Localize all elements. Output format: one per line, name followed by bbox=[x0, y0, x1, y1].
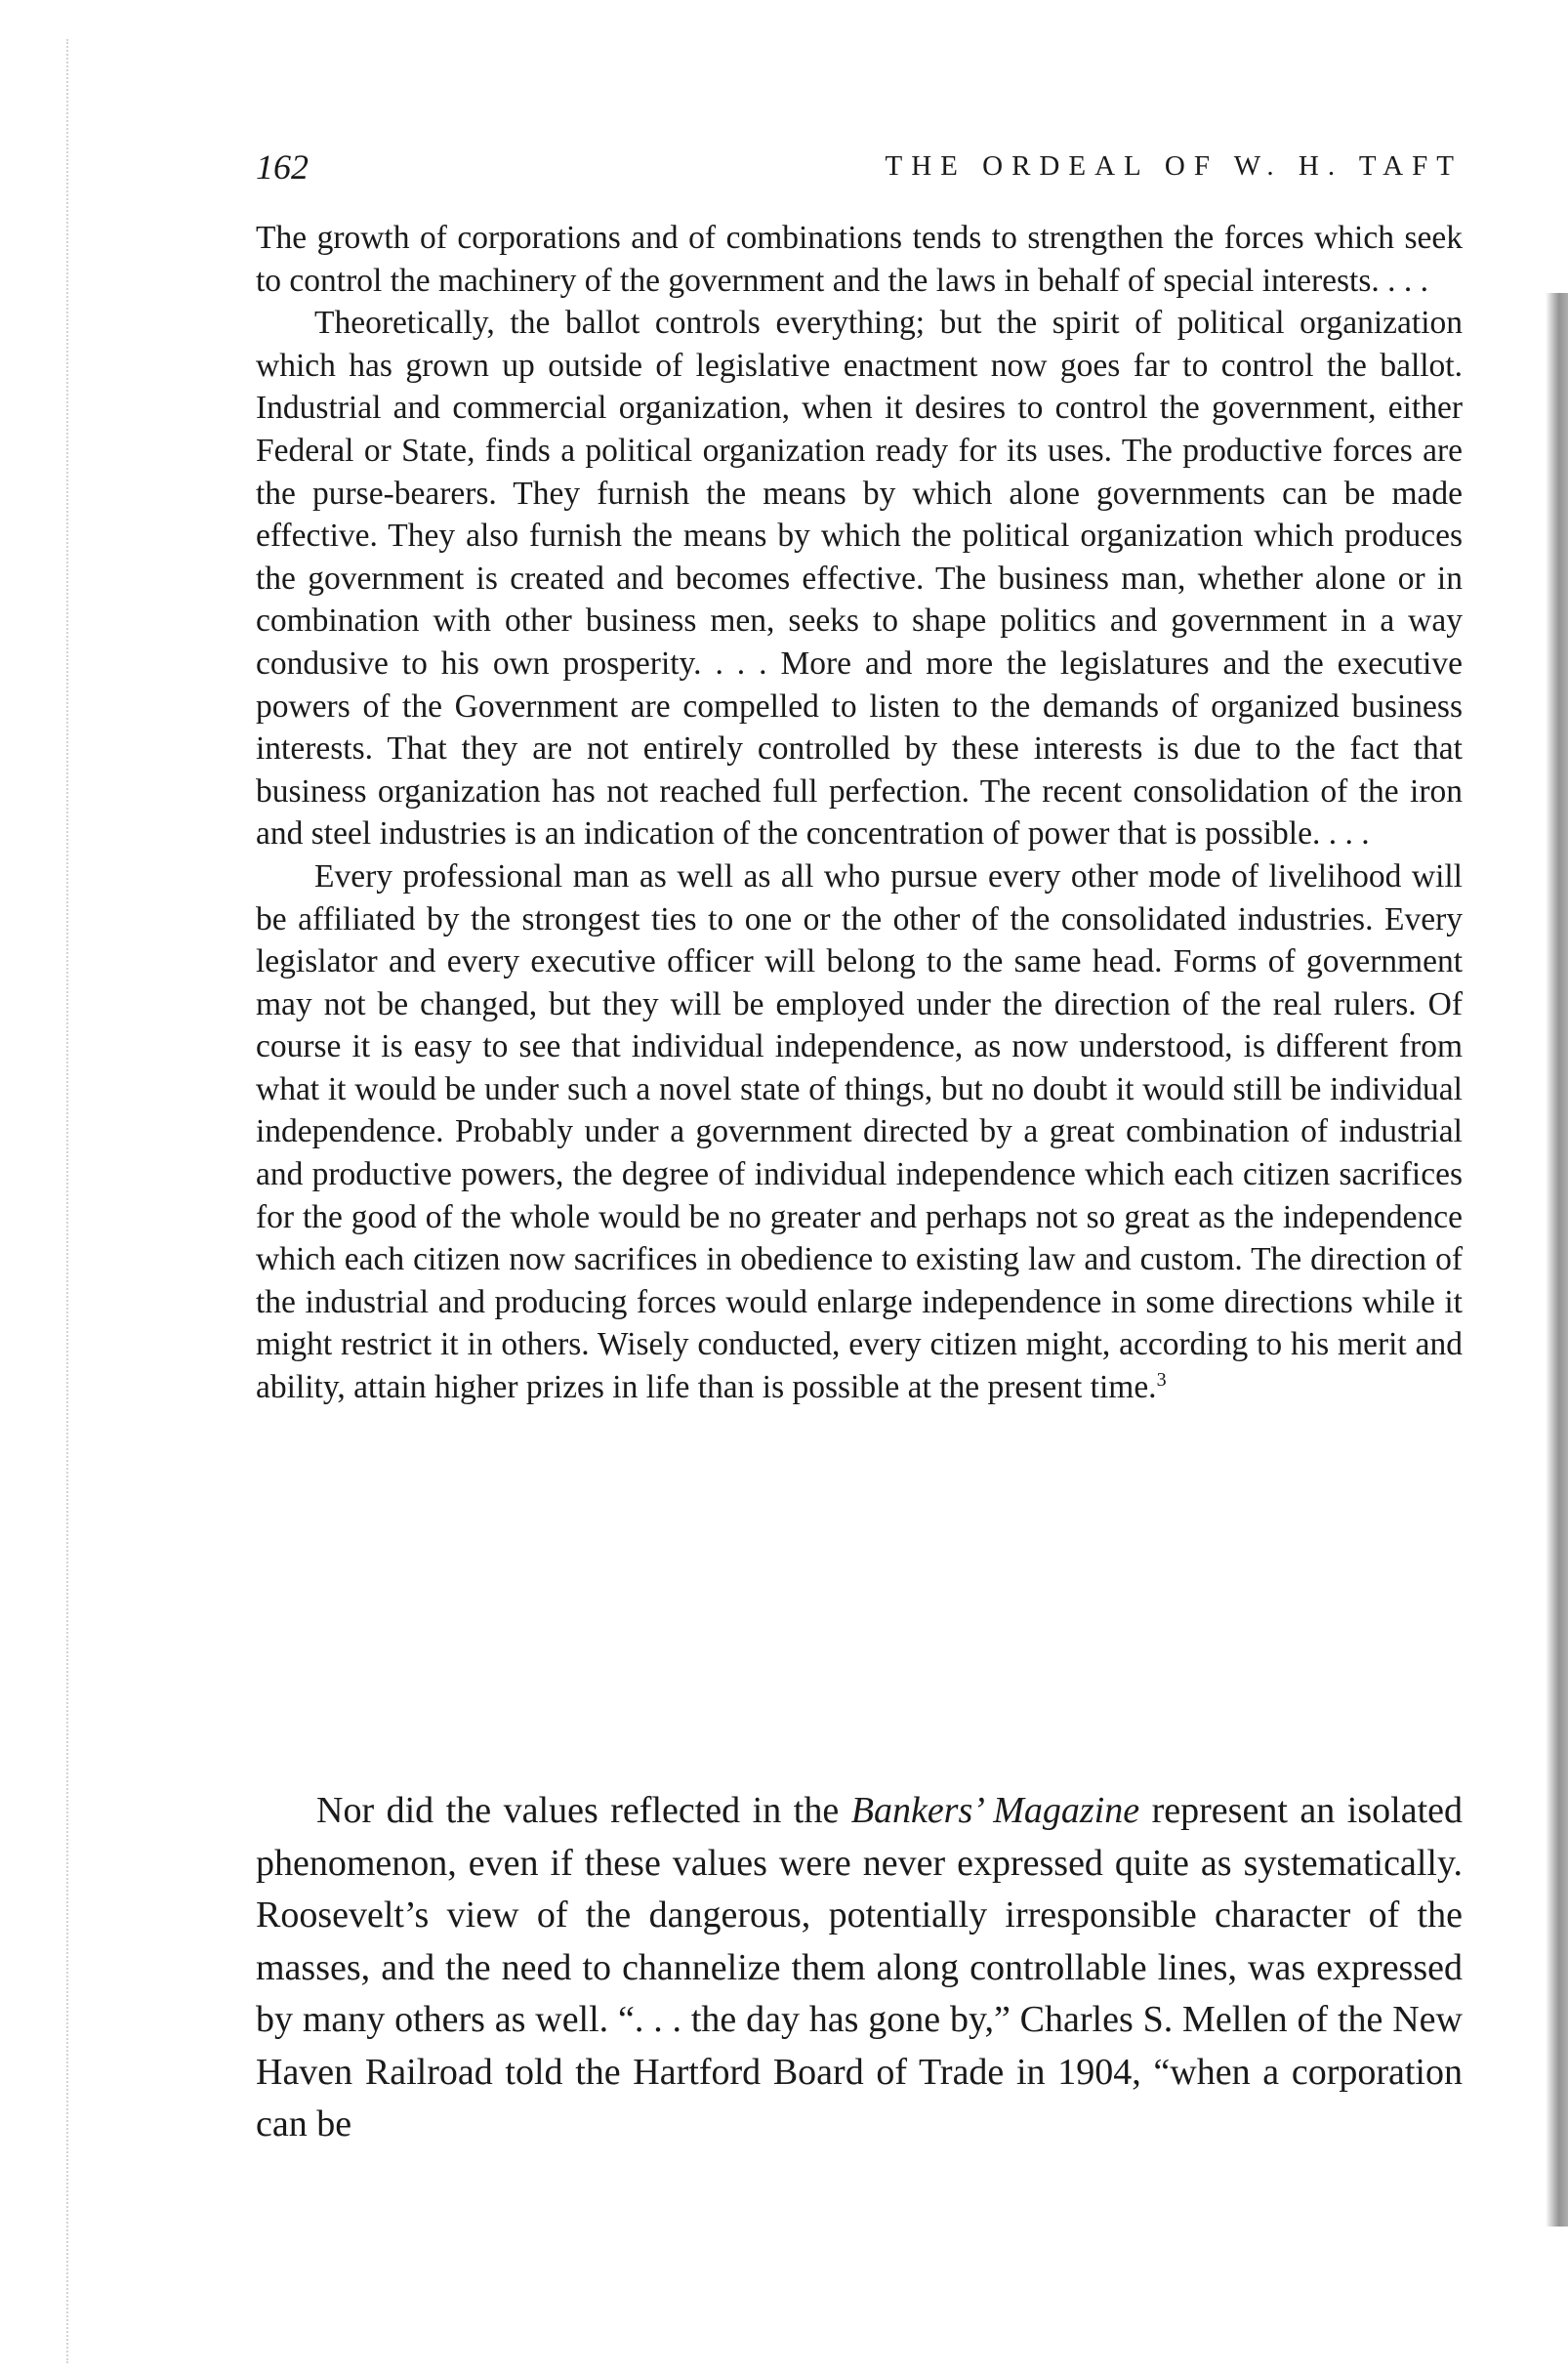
magazine-title: Bankers’ Magazine bbox=[850, 1790, 1140, 1831]
page-header bbox=[256, 146, 1463, 195]
body-text-rest: represent an isolated phenomenon, even if these values were never expressed quite as systematically. Roosevelt’s view of the dangerous, potentially irresponsible character of the masses, and the need to channelize them along controllable lines, was expressed by many others as well. “. . . the day has gone by,” Charles S. Mellen of the New Haven Railroad told the Hartford Board of Trade in 1904, “when a corporation can be bbox=[256, 1790, 1463, 2144]
quote-paragraph-2: Theoretically, the ballot controls everything; but the spirit of political organization which has grown up outside of legislative enactment now goes far to control the ballot. Industrial and commercial organization, when it desires to control the government, either Federal or State, finds a political organization ready for its uses. The productive forces are the purse-bearers. They furnish the means by which alone governments can be made effective. They also furnish the means by which the political organization which produces the government is created and becomes effective. The business man, whether alone or in combination with other business men, seeks to shape politics and government in a way condusive to his own prosperity. . . . More and more the legislatures and the executive powers of the Government are compelled to listen to the demands of organized business interests. That they are not entirely controlled by these interests is due to the fact that business organization has not reached full perfection. The recent consolidation of the iron and steel industries is an indication of the concentration of power that is possible. . . . bbox=[256, 305, 1463, 853]
running-head: THE ORDEAL OF W. H. TAFT bbox=[885, 150, 1463, 182]
scan-edge-left bbox=[66, 39, 78, 2363]
quote-paragraph-3 bbox=[256, 855, 1463, 1409]
scan-edge-right bbox=[1546, 293, 1568, 2227]
body-paragraph bbox=[256, 1785, 1463, 2151]
quote-paragraph-1: The growth of corporations and of combinations tends to strengthen the forces which seek to control the machinery of the government and the laws in behalf of special interests. . . . bbox=[256, 220, 1463, 299]
body-text-start: Nor did the values reflected in the bbox=[316, 1790, 851, 1831]
block-quote bbox=[256, 217, 1463, 1409]
page-number: 162 bbox=[256, 147, 309, 187]
quote-paragraph-3-text: Every professional man as well as all who pursue every other mode of livelihood will be affiliated by the strongest ties to one or the other of the consolidated industries. Every legislator and every executive officer will belong to the same head. Forms of government may not be changed, but they will be employed under the direction of the real rulers. Of course it is easy to see that individual independence, as now understood, is different from what it would be under such a novel state of things, but no doubt it would still be individual independence. Probably under a government directed by a great combination of industrial and productive powers, the degree of individual independence which each citizen sacrifices for the good of the whole would be no greater and perhaps not so great as the independence which each citizen now sacrifices in obedience to existing law and custom. The direction of the industrial and producing forces would enlarge independence in some directions while it might restrict it in others. Wisely conducted, every citizen might, according to his merit and ability, attain higher prizes in life than is possible at the present time. bbox=[256, 857, 1463, 1406]
footnote-marker: 3 bbox=[1156, 1368, 1167, 1391]
